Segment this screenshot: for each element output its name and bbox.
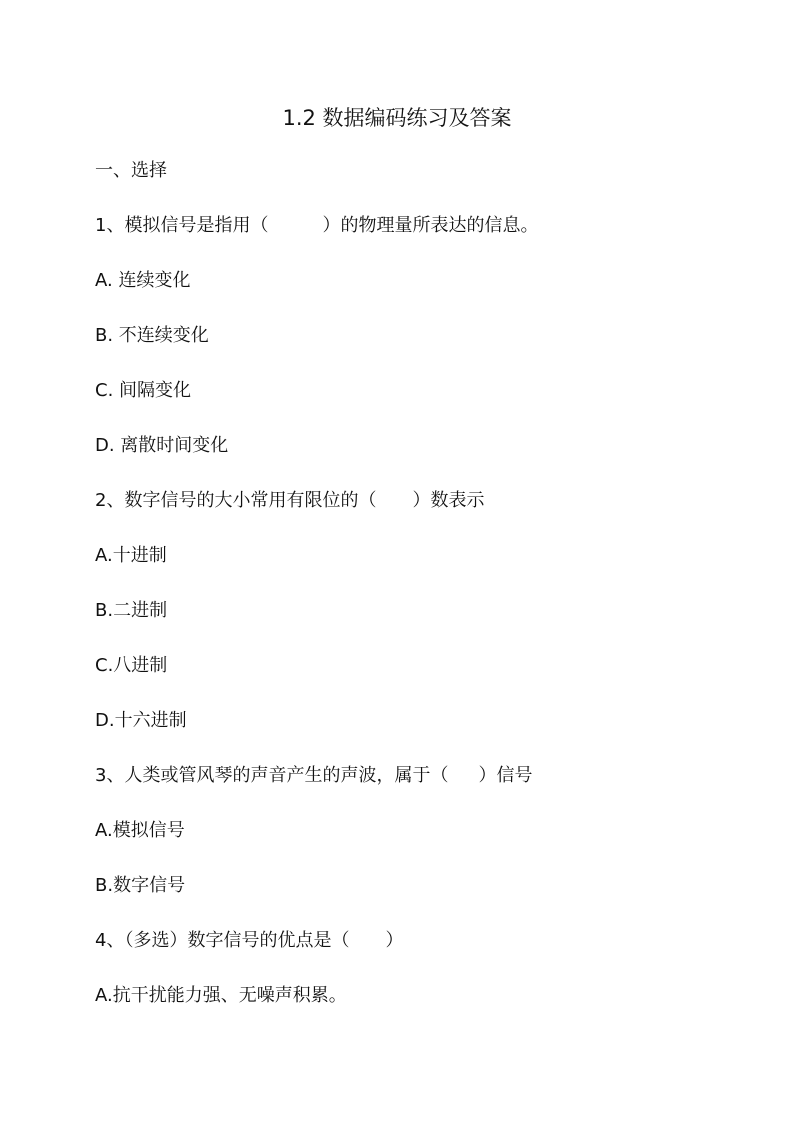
question-1-prompt-before: 1、模拟信号是指用（ <box>95 215 269 236</box>
question-3-option-a: A.模拟信号 <box>95 820 185 841</box>
question-4-prompt-after: ） <box>385 930 404 951</box>
question-3 <box>95 764 532 788</box>
question-4-option-a: A.抗干扰能力强、无噪声积累。 <box>95 985 347 1006</box>
question-2-prompt-after: ）数表示 <box>412 490 485 511</box>
question-3-option-b: B.数字信号 <box>95 875 186 896</box>
question-1-option-c: C. 间隔变化 <box>95 380 192 401</box>
question-1 <box>95 214 538 238</box>
question-4-prompt-before: 4、（多选）数字信号的优点是（ <box>95 930 350 951</box>
page-title: 1.2 数据编码练习及答案 <box>282 106 512 130</box>
question-2-prompt-before: 2、数字信号的大小常用有限位的（ <box>95 490 377 511</box>
question-1-option-a: A. 连续变化 <box>95 270 191 291</box>
question-2-option-d: D.十六进制 <box>95 710 187 731</box>
question-1-option-d: D. 离散时间变化 <box>95 435 229 456</box>
section-heading: 一、选择 <box>95 160 167 181</box>
question-1-option-b: B. 不连续变化 <box>95 325 209 346</box>
question-2-option-a: A.十进制 <box>95 545 167 566</box>
question-4 <box>95 929 403 953</box>
question-2-option-c: C.八进制 <box>95 655 168 676</box>
question-3-prompt-before: 3、人类或管风琴的声音产生的声波，属于（ <box>95 765 449 786</box>
question-3-prompt-after: ）信号 <box>478 765 533 786</box>
question-2 <box>95 489 484 513</box>
question-1-prompt-after: ）的物理量所表达的信息。 <box>322 215 539 236</box>
question-2-option-b: B.二进制 <box>95 600 168 621</box>
